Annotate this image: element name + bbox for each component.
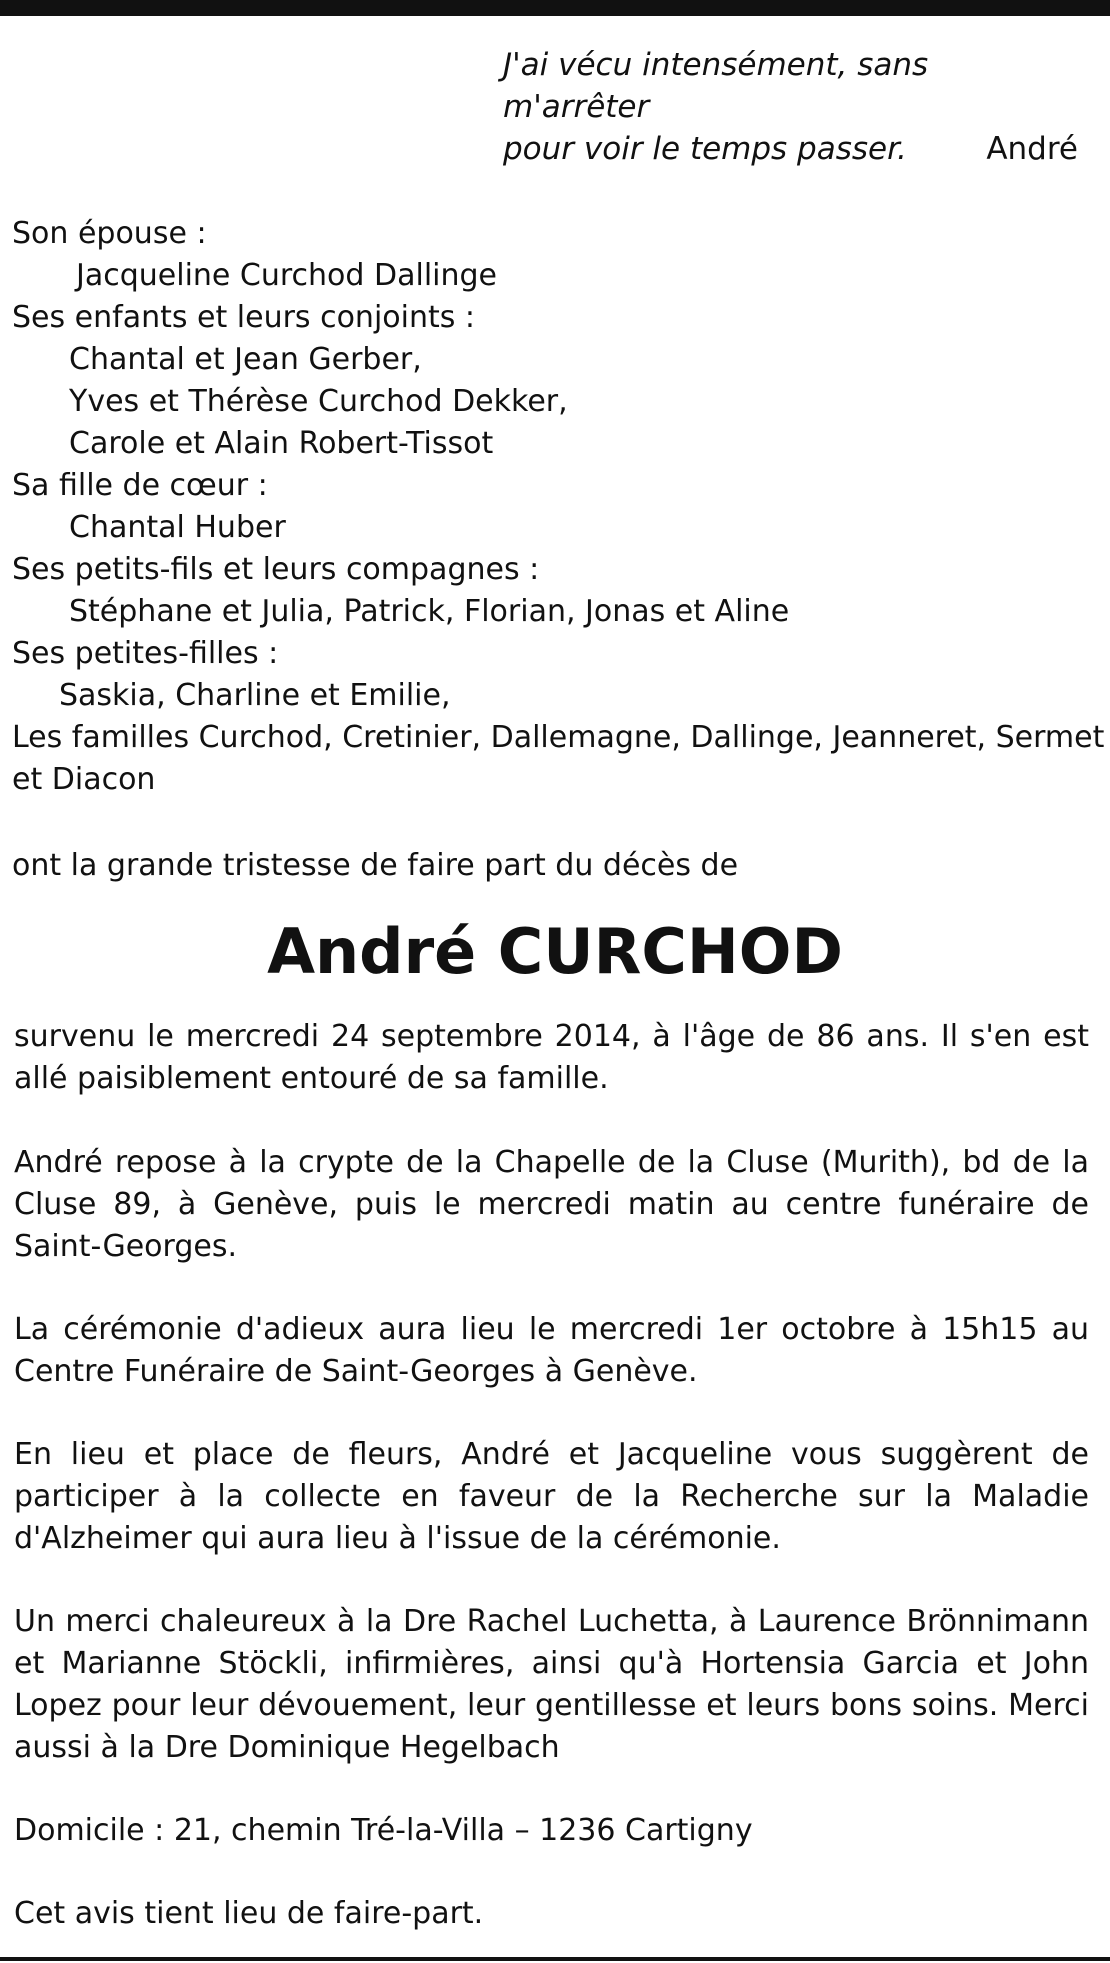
family-member: Carole et Alain Robert-Tissot	[69, 426, 494, 461]
family-member: Chantal Huber	[69, 510, 286, 545]
quote-line-1: J'ai vécu intensément, sans m'arrêter	[503, 47, 929, 125]
family-member: Jacqueline Curchod Dallinge	[76, 258, 497, 293]
domicile-line: Domicile : 21, chemin Tré-la-Villa – 1236 Cartigny	[14, 1813, 753, 1848]
family-member: Yves et Thérèse Curchod Dekker,	[69, 384, 568, 419]
rest-paragraph: André repose à la crypte de la Chapelle de la Cluse (Murith), bd de la Cluse 89, à Genève, puis le mercredi matin au centre funéraire de Saint-Georges.	[14, 1145, 1089, 1264]
quote-line-2: pour voir le temps passer.	[503, 131, 907, 167]
quote-signature: André	[986, 131, 1078, 167]
notice-line: Cet avis tient lieu de faire-part.	[14, 1896, 484, 1931]
ceremony-paragraph: La cérémonie d'adieux aura lieu le mercredi 1er octobre à 15h15 au Centre Funéraire de Saint-Georges à Genève.	[14, 1312, 1089, 1389]
family-list	[12, 213, 1105, 801]
bottom-border-rule	[0, 1957, 1110, 1961]
family-heading-grandsons: Ses petits-fils et leurs compagnes :	[12, 552, 540, 587]
family-heading-granddaughters: Ses petites-filles :	[12, 636, 279, 671]
family-heading-heart-daughter: Sa fille de cœur :	[12, 468, 268, 503]
family-member: Chantal et Jean Gerber,	[69, 342, 422, 377]
flowers-paragraph: En lieu et place de fleurs, André et Jacqueline vous suggèrent de participer à la collecte en faveur de la Recherche sur la Maladie d'Alzheimer qui aura lieu à l'issue de la cérémonie.	[14, 1437, 1089, 1556]
family-member: Stéphane et Julia, Patrick, Florian, Jonas et Aline	[69, 594, 790, 629]
family-member: Saskia, Charline et Emilie,	[59, 678, 451, 713]
announcement-text: ont la grande tristesse de faire part du décès de	[12, 848, 739, 883]
family-heading-spouse: Son épouse :	[12, 216, 207, 251]
family-extended-line: et Diacon	[12, 762, 156, 797]
top-border-rule	[0, 0, 1110, 16]
thanks-paragraph: Un merci chaleureux à la Dre Rachel Luchetta, à Laurence Brönnimann et Marianne Stöckli, infirmières, ainsi qu'à Hortensia Garcia et John Lopez pour leur dévouement, leur gentillesse et leurs bons soins. Merci aussi à la Dre Dominique Hegelbach	[14, 1604, 1089, 1765]
family-extended-line: Les familles Curchod, Cretinier, Dallemagne, Dallinge, Jeanneret, Sermet	[12, 720, 1105, 755]
family-heading-children: Ses enfants et leurs conjoints :	[12, 300, 476, 335]
deceased-name: André CURCHOD	[267, 915, 843, 988]
death-paragraph: survenu le mercredi 24 septembre 2014, à l'âge de 86 ans. Il s'en est allé paisiblement entouré de sa famille.	[14, 1019, 1089, 1096]
